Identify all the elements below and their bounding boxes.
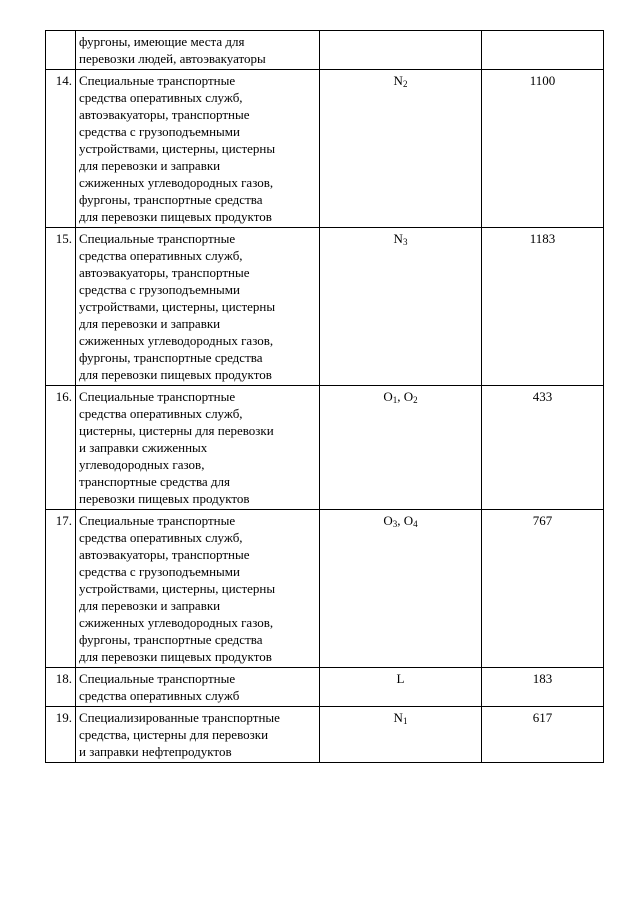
category-letter: O: [403, 513, 414, 528]
vehicle-description: Специальные транспортные средства оперативных служб, цистерны, цистерны для перевозки и заправки сжиженных углеводородных газов, транспортные средства для перевозки пищевых продуктов: [76, 386, 320, 510]
row-number: [46, 31, 76, 70]
category-subscript: 2: [402, 79, 408, 89]
numeric-value: 1183: [482, 228, 604, 386]
category-subscript: 1: [402, 716, 408, 726]
category-letter: N: [393, 710, 403, 725]
vehicle-category: [320, 386, 482, 510]
vehicle-category: [320, 707, 482, 763]
table-row: [46, 31, 604, 70]
numeric-value: 433: [482, 386, 604, 510]
category-letter: L: [396, 671, 405, 686]
category-letter: O: [403, 389, 414, 404]
numeric-value: 183: [482, 668, 604, 707]
category-code: [404, 389, 418, 404]
numeric-value: 617: [482, 707, 604, 763]
category-subscript: 3: [392, 519, 398, 529]
category-subscript: 4: [413, 519, 418, 529]
category-letter: O: [383, 389, 393, 404]
category-letter: N: [393, 231, 403, 246]
row-number: 19.: [46, 707, 76, 763]
category-code: [394, 231, 408, 246]
vehicle-description: Специализированные транспортные средства, цистерны для перевозки и заправки нефтепродуктов: [76, 707, 320, 763]
category-subscript: 2: [413, 395, 418, 405]
row-number: 17.: [46, 510, 76, 668]
table-row: [46, 70, 604, 228]
category-separator: ,: [397, 389, 404, 404]
category-letter: N: [393, 73, 403, 88]
table-row: [46, 228, 604, 386]
vehicle-description: Специальные транспортные средства оперативных служб, автоэвакуаторы, транспортные средства с грузоподъемными устройствами, цистерны, цистерны для перевозки и заправки сжиженных углеводородных газов, фургоны, транспортные средства для перевозки пищевых продуктов: [76, 510, 320, 668]
row-number: 18.: [46, 668, 76, 707]
category-subscript: 1: [392, 395, 398, 405]
category-code: [404, 513, 418, 528]
vehicle-category: [320, 668, 482, 707]
category-code: [383, 389, 397, 404]
category-code: [394, 710, 408, 725]
category-code: [383, 513, 397, 528]
vehicle-category-table: [45, 30, 604, 763]
vehicle-category: [320, 510, 482, 668]
numeric-value: 1100: [482, 70, 604, 228]
vehicle-description: Специальные транспортные средства оперативных служб, автоэвакуаторы, транспортные средства с грузоподъемными устройствами, цистерны, цистерны для перевозки и заправки сжиженных углеводородных газов, фургоны, транспортные средства для перевозки пищевых продуктов: [76, 70, 320, 228]
vehicle-category: [320, 70, 482, 228]
vehicle-category: [320, 228, 482, 386]
category-subscript: 3: [402, 237, 408, 247]
row-number: 16.: [46, 386, 76, 510]
vehicle-description: фургоны, имеющие места для перевозки людей, автоэвакуаторы: [76, 31, 320, 70]
numeric-value: [482, 31, 604, 70]
numeric-value: 767: [482, 510, 604, 668]
vehicle-category: [320, 31, 482, 70]
vehicle-description: Специальные транспортные средства оперативных служб: [76, 668, 320, 707]
vehicle-description: Специальные транспортные средства оперативных служб, автоэвакуаторы, транспортные средства с грузоподъемными устройствами, цистерны, цистерны для перевозки и заправки сжиженных углеводородных газов, фургоны, транспортные средства для перевозки пищевых продуктов: [76, 228, 320, 386]
table-row: [46, 668, 604, 707]
category-letter: O: [383, 513, 393, 528]
table-row: [46, 386, 604, 510]
row-number: 14.: [46, 70, 76, 228]
table-row: [46, 510, 604, 668]
category-separator: ,: [397, 513, 404, 528]
row-number: 15.: [46, 228, 76, 386]
category-code: [397, 671, 405, 686]
category-code: [394, 73, 408, 88]
table-row: [46, 707, 604, 763]
